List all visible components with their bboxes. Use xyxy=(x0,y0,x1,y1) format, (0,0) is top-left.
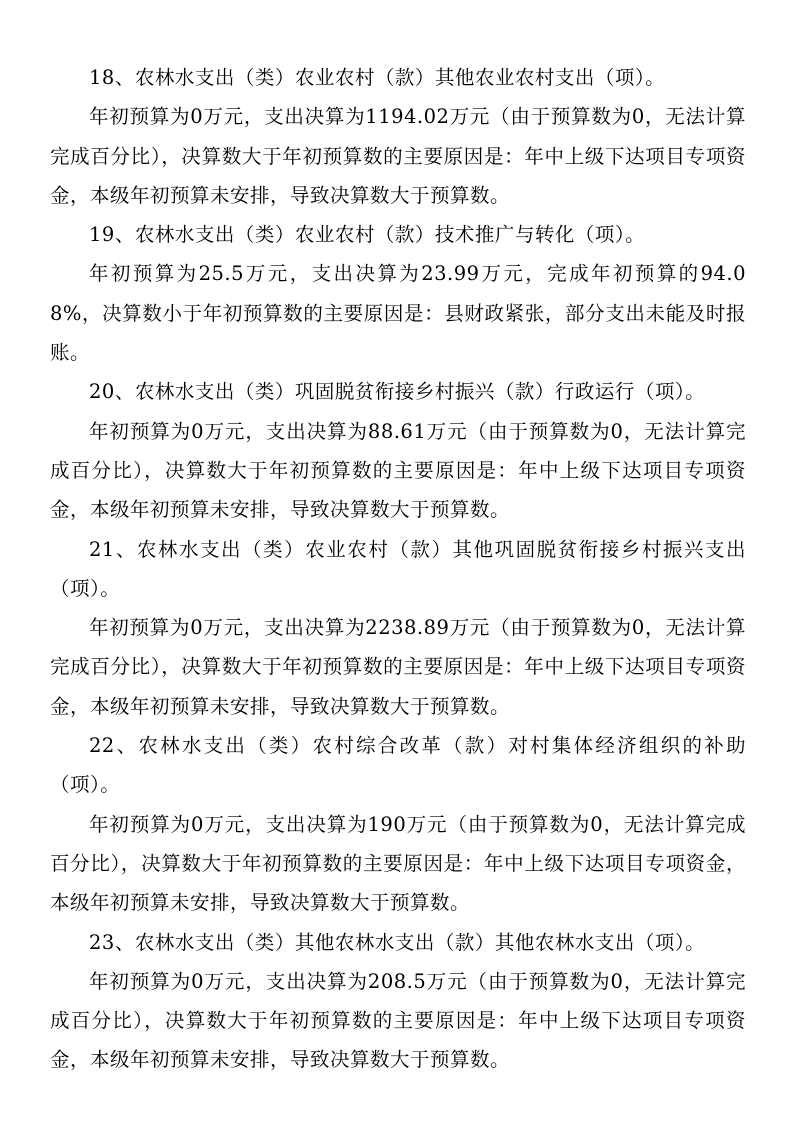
item-20-heading: 20、农林水支出（类）巩固脱贫衔接乡村振兴（款）行政运行（项）。 xyxy=(89,380,706,404)
document-page xyxy=(50,58,746,1080)
item-19-heading: 19、农林水支出（类）农业农村（款）技术推广与转化（项）。 xyxy=(89,223,646,247)
item-19-explanation: 年初预算为25.5万元，支出决算为23.99万元，完成年初预算的94.08%，决算数小于年初预算数的主要原因是：县财政紧张，部分支出未能及时报账。 xyxy=(50,262,746,365)
item-23-heading: 23、农林水支出（类）其他农林水支出（款）其他农林水支出（项）。 xyxy=(89,930,706,954)
item-23-explanation: 年初预算为0万元，支出决算为208.5万元（由于预算数为0，无法计算完成百分比），决算数大于年初预算数的主要原因是：年中上级下达项目专项资金，本级年初预算未安排，导致决算数大于预算数。 xyxy=(50,969,746,1072)
item-20-explanation: 年初预算为0万元，支出决算为88.61万元（由于预算数为0，无法计算完成百分比），决算数大于年初预算数的主要原因是：年中上级下达项目专项资金，本级年初预算未安排，导致决算数大于预算数。 xyxy=(50,419,746,522)
item-18-heading: 18、农林水支出（类）农业农村（款）其他农业农村支出（项）。 xyxy=(89,66,666,89)
item-21-explanation: 年初预算为0万元，支出决算为2238.89万元（由于预算数为0，无法计算完成百分比），决算数大于年初预算数的主要原因是：年中上级下达项目专项资金，本级年初预算未安排，导致决算数大于预算数。 xyxy=(50,616,746,718)
item-21-heading: 21、农林水支出（类）农业农村（款）其他巩固脱贫衔接乡村振兴支出（项）。 xyxy=(50,537,746,600)
item-18-explanation: 年初预算为0万元，支出决算为1194.02万元（由于预算数为0，无法计算完成百分比），决算数大于年初预算数的主要原因是：年中上级下达项目专项资金，本级年初预算未安排，导致决算数大于预算数。 xyxy=(50,105,746,207)
item-22-heading: 22、农林水支出（类）农村综合改革（款）对村集体经济组织的补助（项）。 xyxy=(50,734,746,797)
item-22-explanation: 年初预算为0万元，支出决算为190万元（由于预算数为0，无法计算完成百分比），决算数大于年初预算数的主要原因是：年中上级下达项目专项资金，本级年初预算未安排，导致决算数大于预算数。 xyxy=(50,812,746,915)
